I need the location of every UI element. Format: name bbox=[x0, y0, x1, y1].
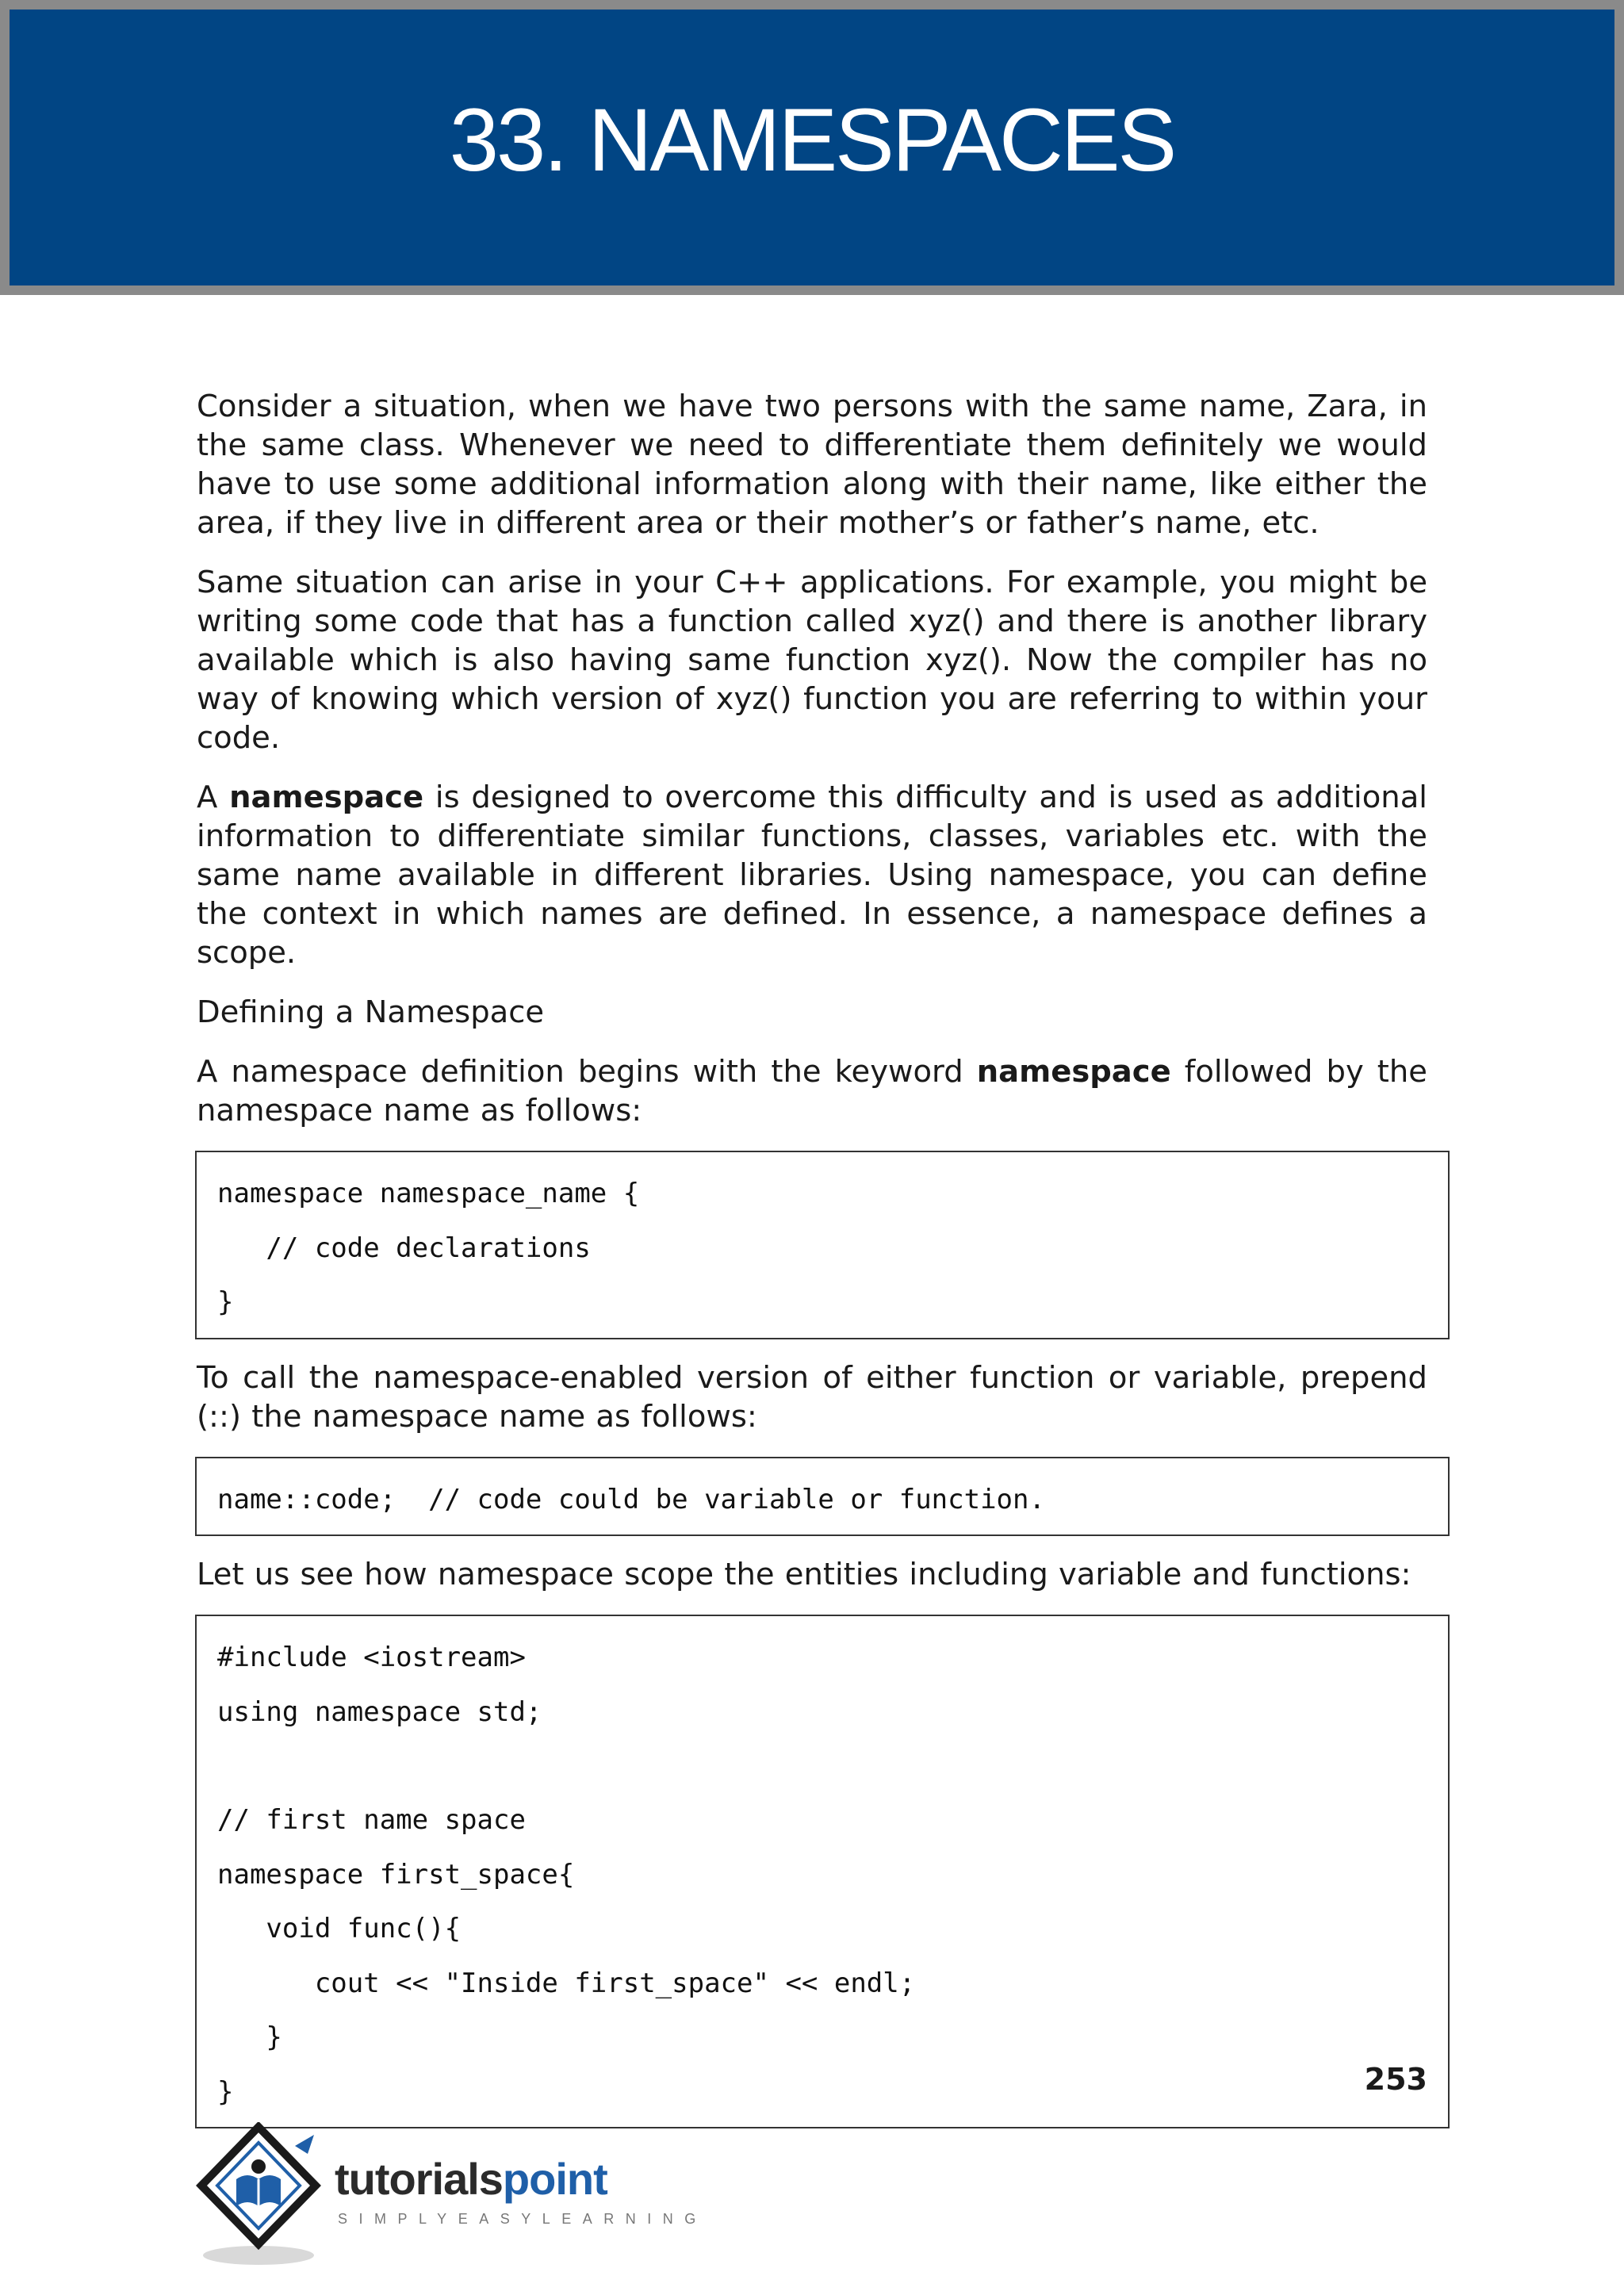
keyword-namespace: namespace bbox=[229, 780, 424, 815]
code-line: } bbox=[217, 1286, 234, 1318]
logo-diamond-icon bbox=[195, 2122, 335, 2273]
paragraph-call-namespace: To call the namespace-enabled version of either function or variable, prepend (::) the namespace name as follows: bbox=[197, 1359, 1427, 1435]
paragraph-namespace-purpose bbox=[197, 778, 1427, 972]
page-number: 253 bbox=[1364, 2062, 1427, 2097]
code-block-scope-operator bbox=[195, 1457, 1450, 1537]
paragraph-prefix: A bbox=[197, 780, 218, 815]
paragraph-example-intro: Let us see how namespace scope the entities including variable and functions: bbox=[197, 1557, 1411, 1592]
paragraph-intro: Consider a situation, when we have two persons with the same name, Zara, in the same class. Whenever we need to differentiate them definitely we would have to use some additional information along with their name, like either the area, if they live in different area or their mother’s or father’s name, etc. bbox=[197, 389, 1427, 541]
tutorialspoint-logo bbox=[195, 2122, 707, 2273]
code-line: using namespace std; bbox=[217, 1695, 542, 1728]
code-line: #include <iostream> bbox=[217, 1642, 526, 1673]
chapter-header-border bbox=[0, 0, 1624, 295]
logo-tagline: SIMPLYEASYLEARNING bbox=[338, 2211, 707, 2227]
logo-word-tutorials: tutorials bbox=[335, 2154, 503, 2204]
code-line bbox=[217, 1739, 1427, 1793]
code-line: name::code; // code could be variable or function. bbox=[217, 1483, 1045, 1515]
code-line: namespace first_space{ bbox=[217, 1858, 575, 1891]
code-line: void func(){ bbox=[217, 1913, 462, 1944]
chapter-title: 33. NAMESPACES bbox=[449, 90, 1175, 190]
page-content bbox=[197, 387, 1427, 2147]
paragraph-rest: is designed to overcome this difficulty and is used as additional information to differentiate similar functions, classes, variables etc. with the same name available in different libraries. Using namespace, you can define the context in which names are defined. In essence, a namespace defines a scope. bbox=[197, 780, 1427, 971]
code-line: } bbox=[217, 2021, 282, 2053]
code-block-definition bbox=[195, 1151, 1450, 1339]
code-line: } bbox=[217, 2075, 234, 2108]
paragraph-prefix: A namespace definition begins with the keyword bbox=[197, 1054, 963, 1090]
code-line: // code declarations bbox=[217, 1232, 591, 1264]
code-block-example bbox=[195, 1615, 1450, 2128]
chapter-header bbox=[10, 10, 1614, 285]
code-line: namespace namespace_name { bbox=[217, 1178, 640, 1209]
paragraph-definition bbox=[197, 1052, 1427, 1130]
code-line: // first name space bbox=[217, 1804, 526, 1836]
paragraph-rest: followed by the namespace name as follows: bbox=[197, 1054, 1427, 1128]
logo-word-point: point bbox=[502, 2154, 607, 2204]
section-heading: Defining a Namespace bbox=[197, 994, 545, 1030]
logo-wordmark bbox=[335, 2154, 607, 2204]
paragraph-cpp-situation: Same situation can arise in your C++ applications. For example, you might be writing some code that has a function called xyz() and there is another library available which is also having same function xyz(). Now the compiler has no way of knowing which version of xyz() function you are referring to within your code. bbox=[197, 565, 1427, 756]
code-line: cout << "Inside first_space" << endl; bbox=[217, 1967, 916, 1999]
keyword-namespace: namespace bbox=[976, 1054, 1171, 1090]
